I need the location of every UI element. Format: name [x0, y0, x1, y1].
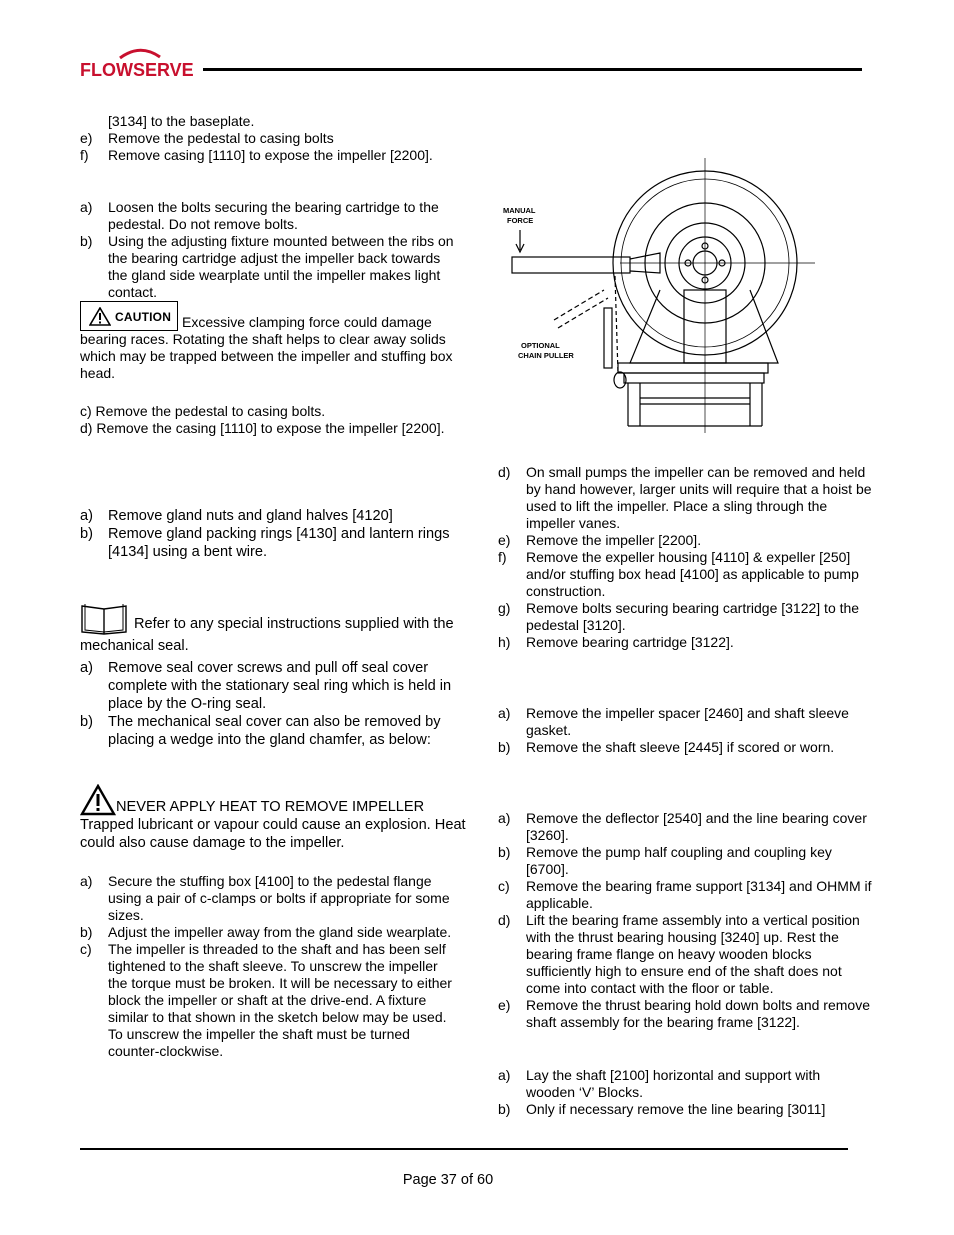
left-block-6 [80, 873, 460, 1060]
list-item: b) Using the adjusting fixture mounted between the ribs on the bearing cartridge adjust the impeller back towards the gland side wearplate until the impeller makes light contact. [80, 233, 454, 300]
left-block-5 [80, 659, 470, 749]
list-item: b) Remove the pump half coupling and coupling key [6700]. [498, 844, 832, 877]
figure-label-manual: MANUAL [503, 206, 536, 215]
warning-heading: NEVER APPLY HEAT TO REMOVE IMPELLER [116, 799, 425, 815]
left-block-2 [80, 199, 460, 301]
list-item: c) Remove the bearing frame support [3134] and OHMM if applicable. [498, 878, 872, 911]
right-block-4 [498, 1067, 873, 1118]
list-item: d) Remove the casing [1110] to expose the impeller [2200]. [80, 420, 445, 436]
list-item: b) Only if necessary remove the line bearing [3011] [498, 1101, 826, 1117]
caution-badge: CAUTION [80, 301, 178, 331]
warning-triangle-icon [80, 784, 116, 816]
header-rule [203, 68, 862, 71]
list-item: a) Loosen the bolts securing the bearing cartridge to the pedestal. Do not remove bolts. [80, 199, 439, 232]
list-item: g) Remove bolts securing bearing cartridge [3122] to the pedestal [3120]. [498, 600, 860, 633]
footer-rule [80, 1148, 848, 1150]
list-item: f) Remove casing [1110] to expose the impeller [2200]. [80, 147, 433, 163]
figure-label-chain: CHAIN PULLER [518, 351, 574, 360]
right-block-1 [498, 464, 873, 651]
list-item: b) Remove the shaft sleeve [2445] if scored or worn. [498, 739, 835, 755]
caution-note [80, 301, 460, 382]
list-item: a) Lay the shaft [2100] horizontal and support with wooden ‘V’ Blocks. [498, 1067, 821, 1100]
list-item: b) The mechanical seal cover can also be removed by placing a wedge into the gland chamfer, as below: [80, 714, 441, 748]
list-item: c) Remove the pedestal to casing bolts. [80, 403, 326, 419]
list-item: e) Remove the thrust bearing hold down bolts and remove shaft assembly for the bearing frame [3122]. [498, 997, 870, 1030]
list-item: f) Remove the expeller housing [4110] & expeller [250] and/or stuffing box head [4100] as applicable to pump construction. [498, 549, 859, 599]
list-item: d) Lift the bearing frame assembly into a vertical position with the thrust bearing housing [3240] up. Rest the bearing frame flange on heavy wooden blocks sufficiently high to ensure end of the shaft does not come into contact with the floor or table. [498, 912, 860, 996]
list-item: a) Remove gland nuts and gland halves [4120] [80, 508, 393, 524]
figure-label-optional: OPTIONAL [521, 341, 560, 350]
list-item: c) The impeller is threaded to the shaft and has been self tightened to the shaft sleeve. To unscrew the impeller the torque must be broken. It will be necessary to either block the impeller or shaft at the drive-end. A fixture similar to that shown in the sketch below may be used. To unscrew the impeller the shaft must be turned counter-clockwise. [80, 941, 452, 1059]
list-item: h) Remove bearing cartridge [3122]. [498, 634, 734, 650]
left-block-1 [80, 113, 470, 164]
warning-text: Trapped lubricant or vapour could cause an explosion. Heat could also cause damage to the impeller. [80, 817, 466, 851]
list-item: d) On small pumps the impeller can be removed and held by hand however, larger units will require that a hoist be used to lift the impeller. Place a sling through the impeller vanes. [498, 464, 872, 531]
list-item: b) Adjust the impeller away from the gland side wearplate. [80, 924, 452, 940]
list-item: a) Remove seal cover screws and pull off seal cover complete with the stationary seal ring which is held in place by the O-ring seal. [80, 660, 452, 712]
page-number: Page 37 of 60 [402, 1172, 494, 1188]
list-item: e) Remove the impeller [2200]. [498, 532, 702, 548]
right-block-2 [498, 705, 873, 756]
left-block-3 [80, 403, 460, 437]
heat-warning [80, 784, 470, 852]
warning-triangle-icon [89, 307, 111, 326]
list-item: a) Remove the impeller spacer [2460] and shaft sleeve gasket. [498, 705, 849, 738]
impeller-removal-sketch [500, 158, 830, 433]
left-block-4 [80, 507, 465, 561]
svg-text:FLOWSERVE: FLOWSERVE [80, 60, 194, 80]
right-block-3 [498, 810, 873, 1031]
caution-text: Excessive clamping force could damage bearing races. Rotating the shaft helps to clear away solids which may be trapped between the impeller and stuffing box head. [80, 314, 453, 381]
book-icon [80, 603, 128, 635]
list-item: b) Remove gland packing rings [4130] and lantern rings [4134] using a bent wire. [80, 526, 450, 560]
list-item: a) Secure the stuffing box [4100] to the pedestal flange using a pair of c-clamps or bolts if appropriate for some sizes. [80, 873, 450, 923]
mechanical-seal-note: Refer to any special instructions supplied with the mechanical seal. [80, 603, 465, 657]
list-item: [3134] to the baseplate. [108, 113, 255, 129]
figure-label-force: FORCE [507, 216, 534, 225]
flowserve-logo [80, 45, 198, 85]
list-item: a) Remove the deflector [2540] and the line bearing cover [3260]. [498, 810, 867, 843]
list-item: e) Remove the pedestal to casing bolts [80, 130, 334, 146]
